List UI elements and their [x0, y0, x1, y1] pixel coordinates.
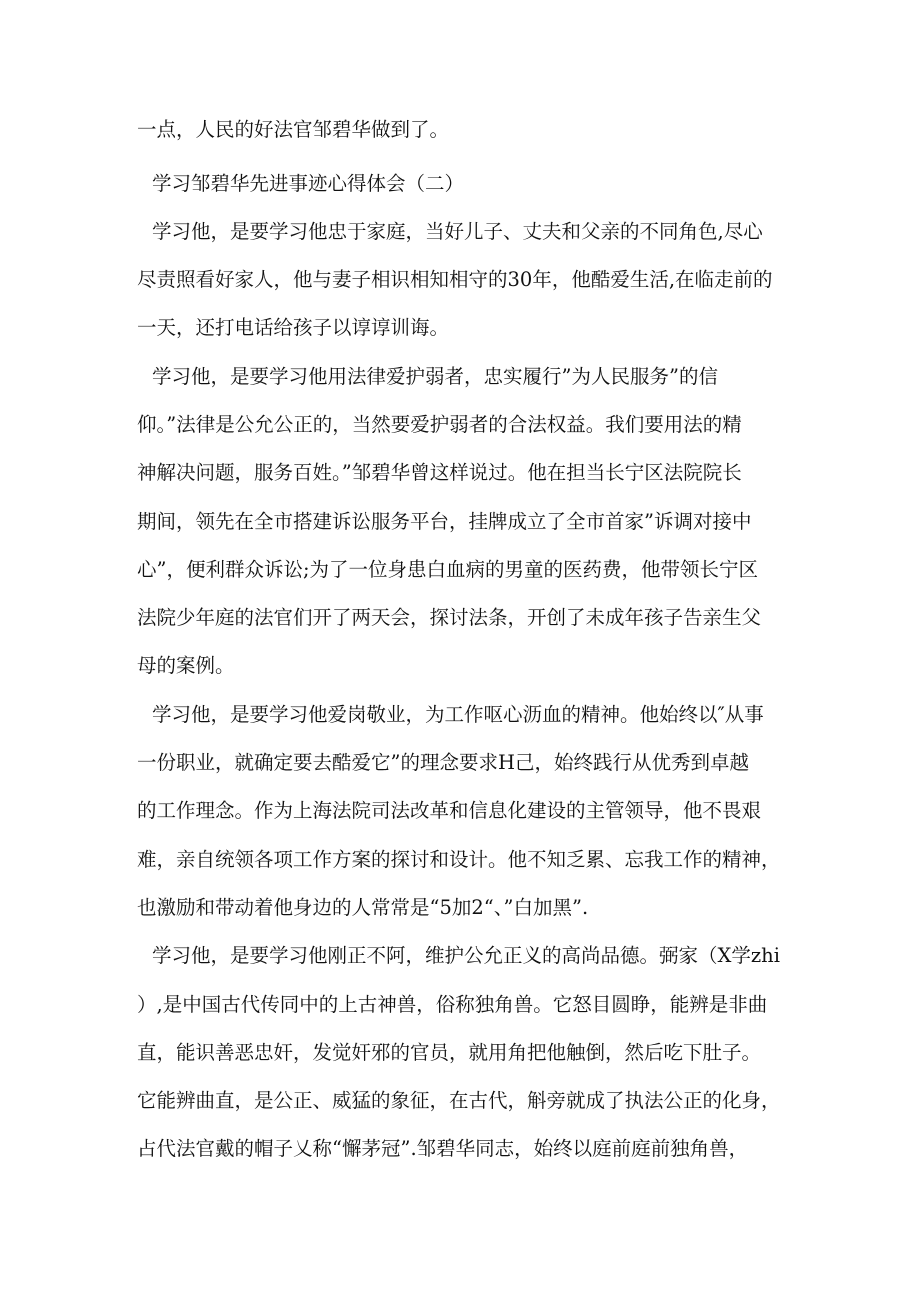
paragraph-line: 神解决问题，服务百姓。”邹碧华曾这样说过。他在担当长宁区法院院长: [137, 461, 742, 484]
paragraph-line: 它能辨曲直，是公正、威猛的象征，在古代，斛旁就成了执法公正的化身，: [137, 1089, 781, 1112]
paragraph-line: 占代法官戴的帽子乂称“懈茅冠”.邹碧华同志，始终以庭前庭前独角兽，: [137, 1137, 749, 1160]
paragraph-line: 学习他，是要学习他爱岗敬业，为工作呕心沥血的精神。他始终以″从事: [152, 703, 764, 726]
paragraph-line: 难，亲自统领各项工作方案的探讨和设计。他不知乏累、忘我工作的精神，: [137, 848, 781, 871]
paragraph-line: 也激励和带动着他身边的人常常是“5加2“、”白加黑”.: [137, 896, 589, 919]
paragraph-line: 尽责照看好家人，他与妻子相识相知相守的30年，他酷爱生活,在临走前的: [137, 268, 773, 291]
paragraph-line: 的工作理念。作为上海法院司法改革和信息化建设的主管领导，他不畏艰: [137, 799, 762, 822]
paragraph-line: 直，能识善恶忠奸，发觉奸邪的官员，就用角把他触倒，然后吃下肚子。: [137, 1041, 762, 1064]
paragraph-line: 母的案例。: [137, 654, 235, 677]
section-heading: 学习邹碧华先进事迹心得体会（二）: [152, 172, 465, 195]
paragraph-line: 心”，便利群众诉讼;为了一位身患白血病的男童的医药费，他带领长宁区: [137, 558, 759, 581]
paragraph-line: 学习他，是要学习他用法律爱护弱者，忠实履行”为人民服务”的信: [152, 365, 718, 388]
paragraph-line: 一份职业，就确定要去酷爱它”的理念要求H己，始终践行从优秀到卓越: [137, 751, 749, 774]
paragraph-line: ）,是中国古代传同中的上古神兽，俗称独角兽。它怒目圆睁，能辨是非曲: [137, 993, 768, 1016]
paragraph-line: 仰。”法律是公允公正的，当然要爱护弱者的合法权益。我们要用法的精: [137, 413, 742, 436]
text-line: 一点，人民的好法官邹碧华做到了。: [137, 118, 450, 141]
paragraph-line: 期间，领先在全市搭建诉讼服务平台，挂牌成立了全市首家”诉调对接中: [137, 510, 752, 533]
paragraph-line: 一天，还打电话给孩子以谆谆训诲。: [137, 316, 450, 339]
paragraph-line: 学习他，是要学习他刚正不阿，维护公允正义的高尚品德。弼家（X学zhi: [152, 944, 780, 967]
paragraph-line: 学习他，是要学习他忠于家庭，当好儿子、丈夫和父亲的不同角色,尽心: [152, 220, 763, 243]
paragraph-line: 法院少年庭的法官们开了两天会，探讨法条，开创了未成年孩子告亲生父: [137, 606, 762, 629]
